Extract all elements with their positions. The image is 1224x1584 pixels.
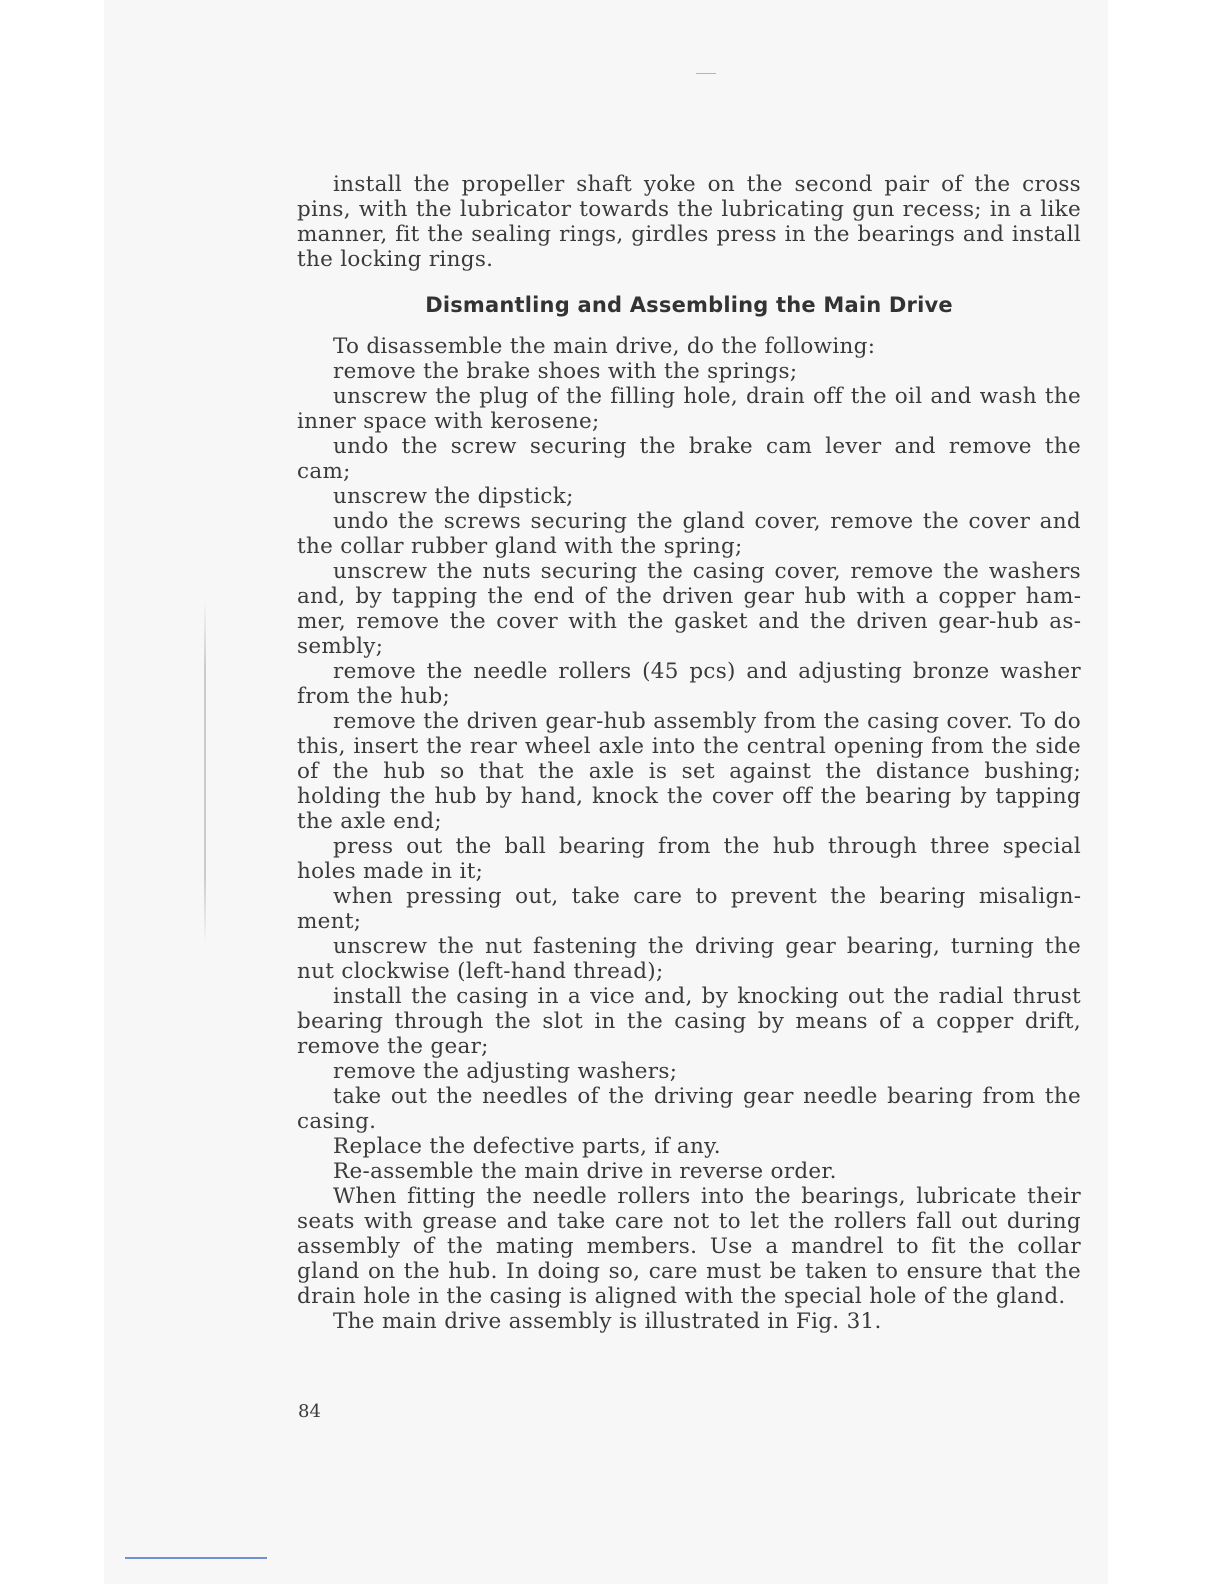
paragraph: remove the brake shoes with the springs; [333, 359, 798, 384]
paragraph: When fitting the needle rollers into the bearings, lubricate their seats with grease and take care not to let the rollers fall out during assembly of the mating members. Use a mandrel to fit the collar gland on the hub. In doing so, care must be taken to ensure that the drain hole in the casing is aligned with the special hole of the gland. [297, 1184, 1081, 1309]
paragraph: remove the adjusting washers; [333, 1059, 678, 1084]
top-dash-mark [696, 73, 716, 74]
paragraph: unscrew the nuts securing the casing cover, remove the washers and, by tapping the end of the driven gear hub with a copper hammer, remove the cover with the gasket and the driven gear-hub assembly; [297, 559, 1081, 659]
page-number: 84 [298, 1401, 321, 1422]
bottom-rule [125, 1557, 267, 1559]
body-text [297, 172, 1081, 1334]
paragraph: remove the driven gear-hub assembly from the casing cover. To do this, insert the rear wheel axle into the central opening from the side of the hub so that the axle is set against the distance bushing; holding the hub by hand, knock the cover off the bearing by tapping the axle end; [297, 709, 1081, 834]
paragraph: take out the needles of the driving gear needle bearing from the casing. [297, 1084, 1081, 1134]
section-heading: Dismantling and Assembling the Main Drive [425, 293, 953, 317]
paragraph: unscrew the plug of the filling hole, drain off the oil and wash the inner space with kerosene; [297, 384, 1081, 434]
paragraph: To disassemble the main drive, do the following: [333, 334, 876, 359]
paragraph: install the casing in a vice and, by knocking out the radial thrust bearing through the slot in the casing by means of a copper drift, remove the gear; [297, 984, 1081, 1059]
paragraph: unscrew the nut fastening the driving gear bearing, turning the nut clockwise (left-hand thread); [297, 934, 1081, 984]
paragraph: unscrew the dipstick; [333, 484, 574, 509]
intro-paragraph: install the propeller shaft yoke on the second pair of the cross pins, with the lubricator towards the lubricating gun recess; in a like manner, fit the sealing rings, girdles press in the bearings and install the locking rings. [297, 172, 1081, 272]
paragraph: The main drive assembly is illustrated in Fig. 31. [333, 1309, 882, 1334]
paragraph: Replace the defective parts, if any. [333, 1134, 721, 1159]
paragraph: remove the needle rollers (45 pcs) and adjusting bronze washer from the hub; [297, 659, 1081, 709]
paragraph: undo the screws securing the gland cover, remove the cover and the collar rubber gland with the spring; [297, 509, 1081, 559]
paragraph: press out the ball bearing from the hub through three special holes made in it; [297, 834, 1081, 884]
paragraph: when pressing out, take care to prevent the bearing misalignment; [297, 884, 1081, 934]
paragraph: undo the screw securing the brake cam lever and remove the cam; [297, 434, 1081, 484]
paragraph: Re-assemble the main drive in reverse order. [333, 1159, 837, 1184]
binding-shadow [204, 600, 206, 945]
